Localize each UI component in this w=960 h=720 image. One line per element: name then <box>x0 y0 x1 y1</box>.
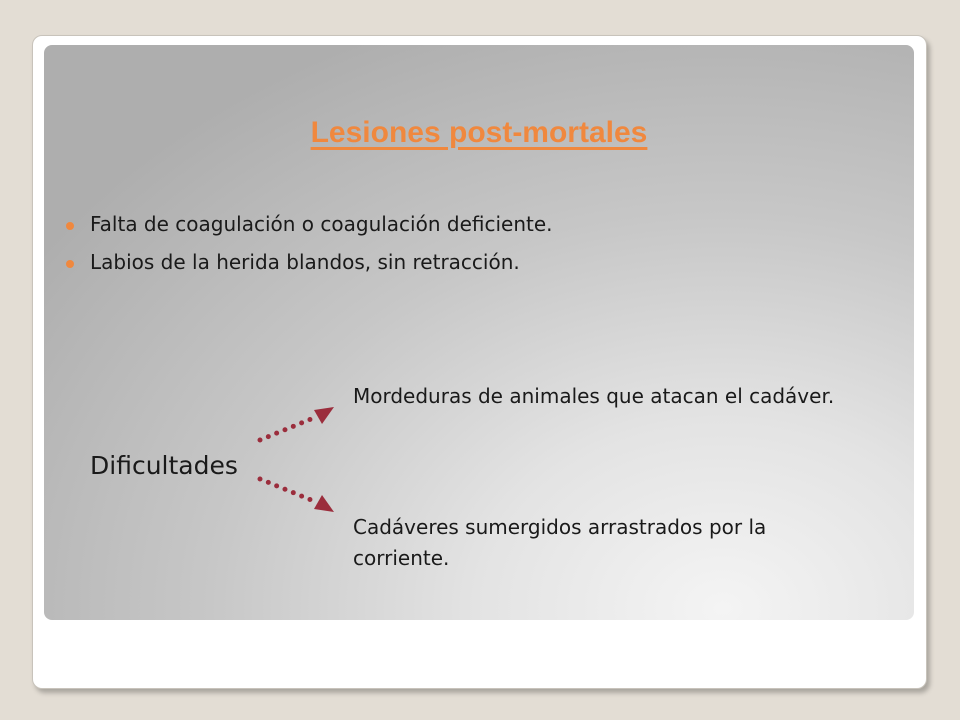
diagram-label: Dificultades <box>90 451 238 480</box>
bullet-item <box>66 212 553 250</box>
branch-text-animal-bites: Mordeduras de animales que atacan el cadáver. <box>353 384 835 408</box>
bullet-dot-icon <box>66 222 74 230</box>
upper-arrow-line <box>260 417 316 440</box>
branch-text-drowned-bodies: Cadáveres sumergidos arrastrados por la corriente. <box>353 515 767 570</box>
bullet-text: Labios de la herida blandos, sin retracción. <box>90 250 520 274</box>
bullet-text: Falta de coagulación o coagulación deficiente. <box>90 212 553 236</box>
bullet-dot-icon <box>66 260 74 268</box>
lower-arrowhead-icon <box>314 495 334 512</box>
slide-title: Lesiones post-mortales <box>310 116 648 149</box>
bullet-list <box>66 212 553 288</box>
branch-arrows <box>250 395 340 525</box>
bullet-item <box>66 250 553 288</box>
lower-arrow-line <box>260 479 316 502</box>
upper-arrowhead-icon <box>314 407 334 424</box>
